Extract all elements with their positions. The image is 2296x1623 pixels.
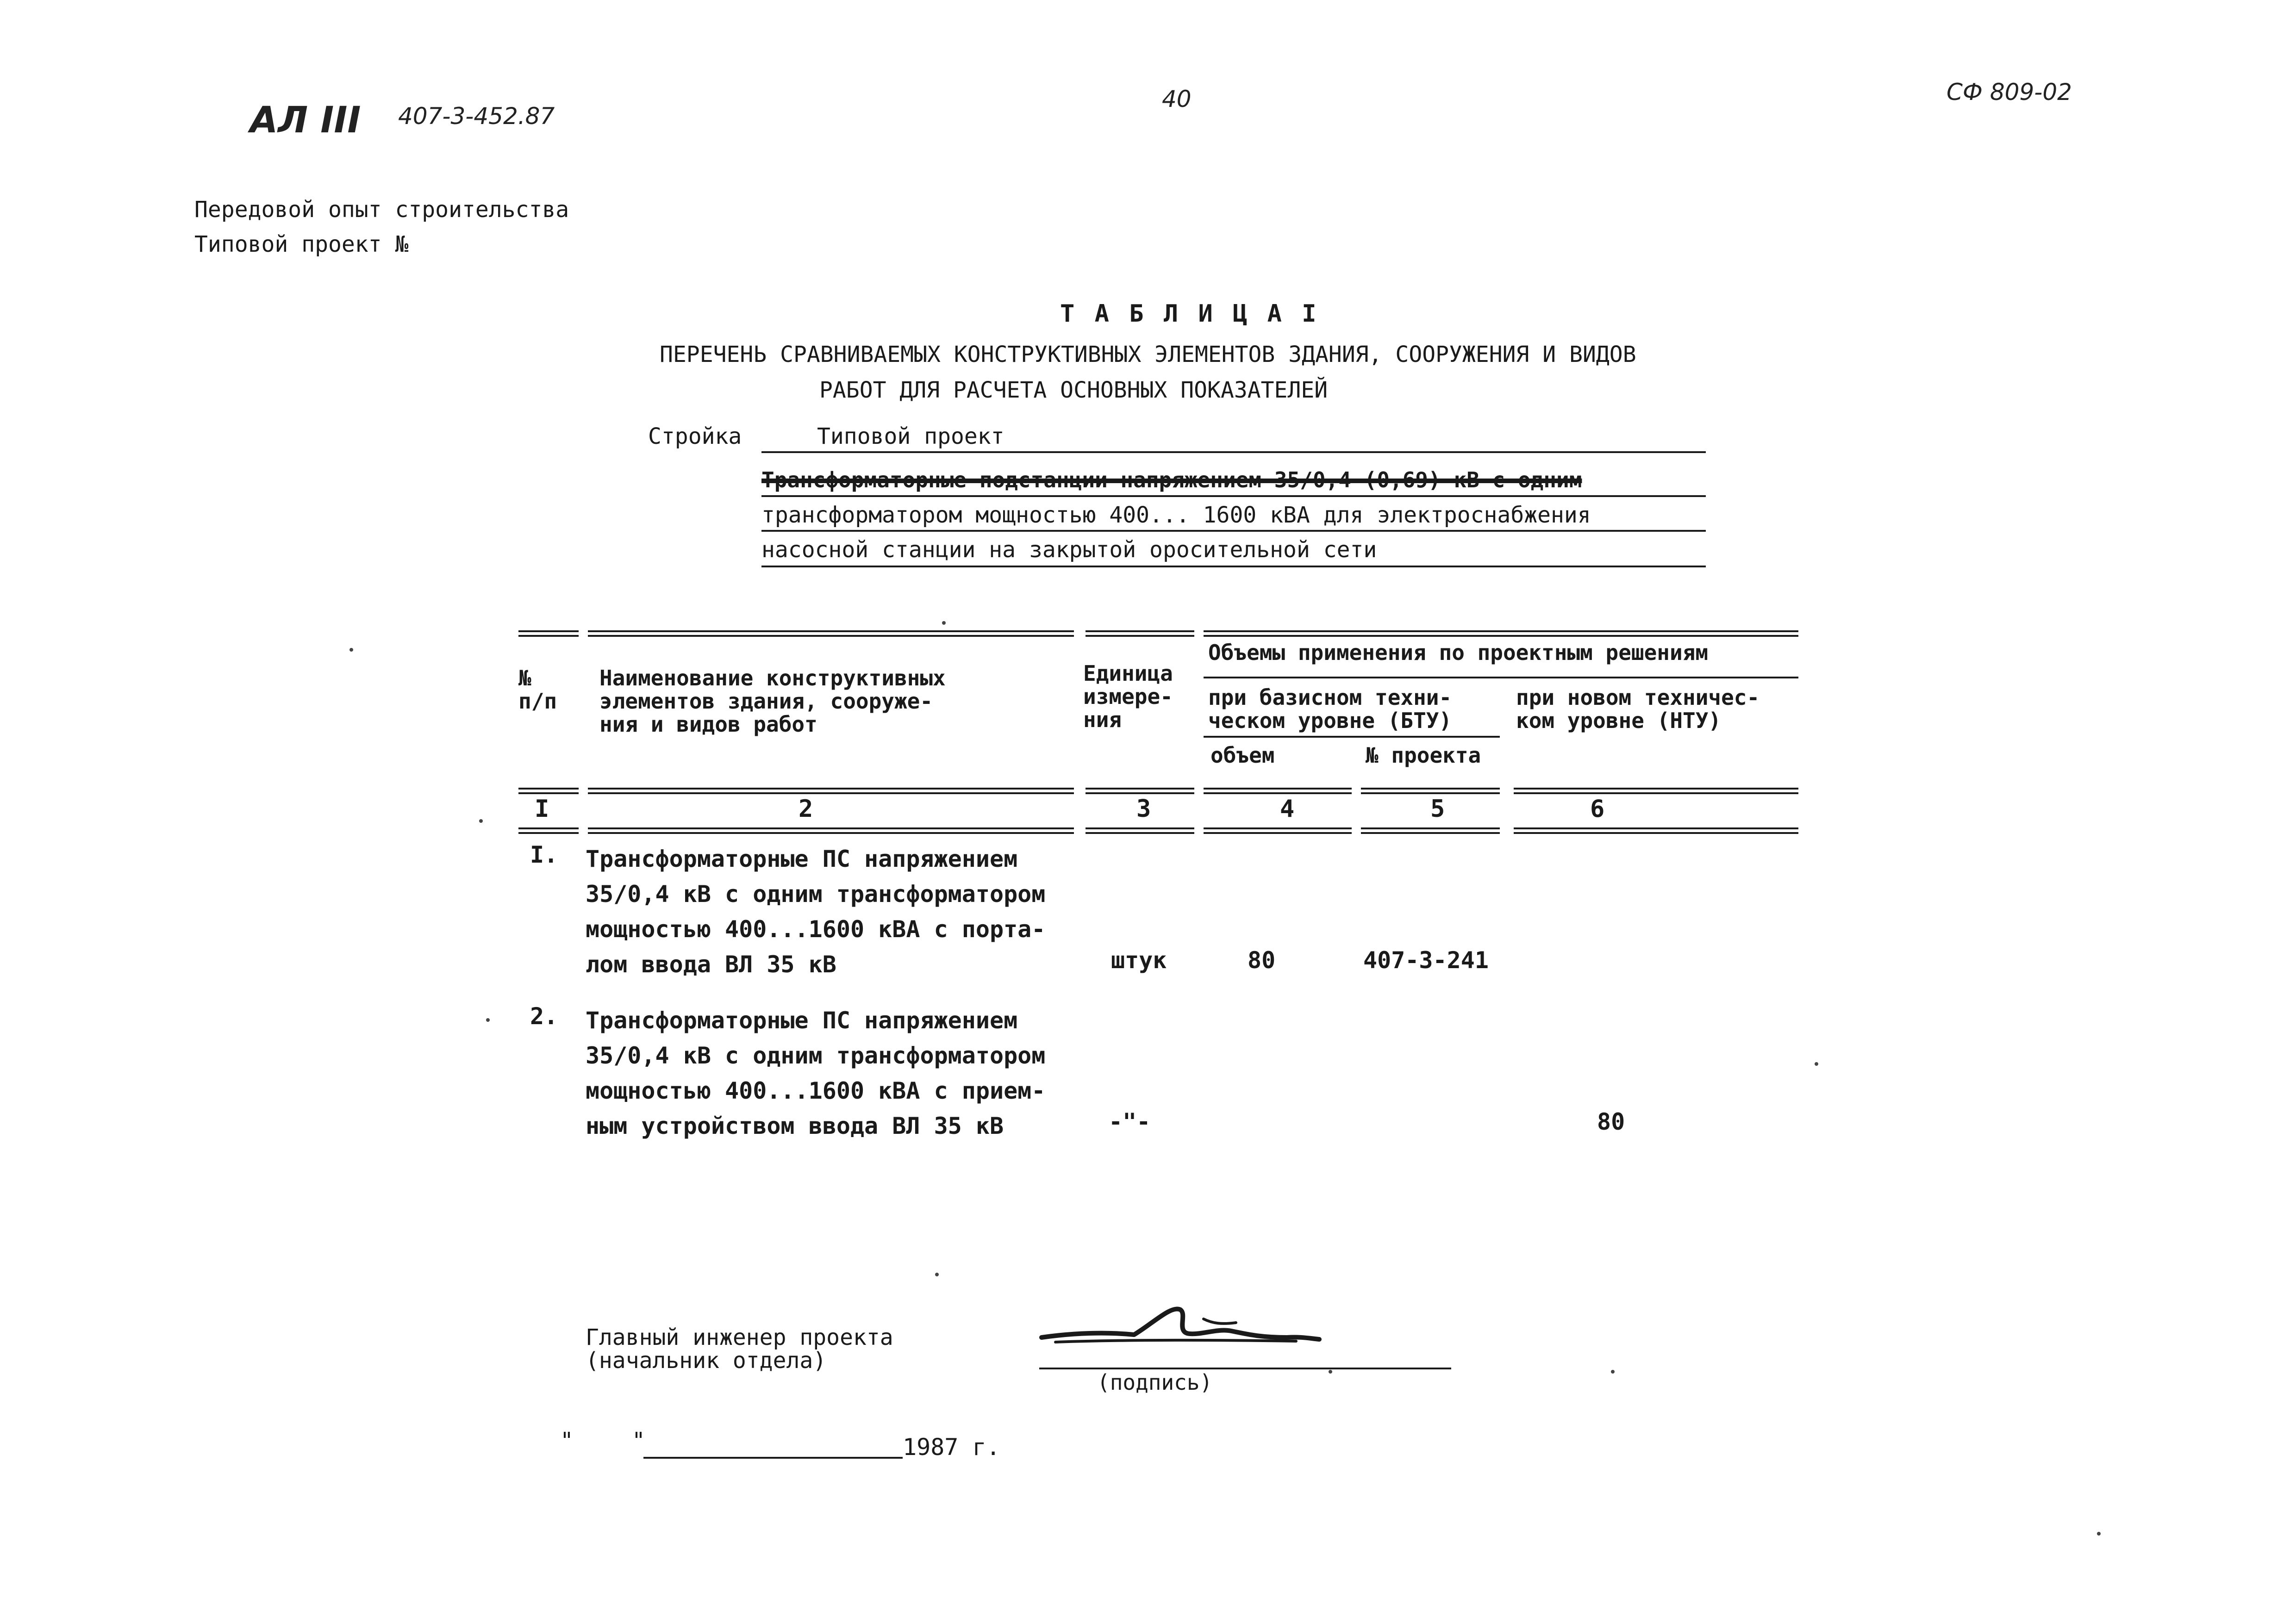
signature-caption: (подпись) (1097, 1370, 1213, 1395)
row-volume: 80 (1248, 947, 1276, 974)
colnum-rule-2 (588, 827, 1074, 834)
row-project-number: 407-3-241 (1363, 947, 1489, 974)
volumes-underline (1204, 677, 1798, 678)
row-number: I. (530, 841, 558, 868)
header-ntu: при новом техничес- ком уровне (НТУ) (1516, 685, 1760, 733)
header-bottom-rule-1 (518, 788, 579, 794)
signature-line (1039, 1368, 1451, 1369)
sheet-code: СФ 809-02 (1947, 79, 2072, 106)
scan-speck (349, 648, 353, 652)
header-bottom-rule-6 (1514, 788, 1798, 794)
document-title-line-1: ПЕРЕЧЕНЬ СРАВНИВАЕМЫХ КОНСТРУКТИВНЫХ ЭЛЕМЕНТОВ ЗДАНИЯ, СООРУЖЕНИЯ И ВИДОВ (660, 342, 1636, 367)
scan-speck (935, 1273, 939, 1276)
scan-speck (1329, 1370, 1332, 1374)
colnum-rule-5 (1361, 827, 1500, 834)
table-top-rule-1 (518, 630, 579, 637)
row-name: Трансформаторные ПС напряжением 35/0,4 кВ с одним трансформатором мощностью 400...1600 кВА с порта- лом ввода ВЛ 35 кВ (586, 846, 1046, 978)
header-bottom-rule-5 (1361, 788, 1500, 794)
row-unit: -"- (1109, 1108, 1151, 1135)
scan-speck (2097, 1532, 2101, 1536)
page-number: 40 (1162, 86, 1192, 112)
archive-stamp: АЛ III (250, 99, 361, 141)
header-unit: Единица измере- ния (1083, 661, 1173, 732)
col-number-1: I (535, 795, 549, 823)
col-number-5: 5 (1430, 795, 1445, 823)
construction-underline-3 (761, 530, 1706, 532)
header-bottom-rule-2 (588, 788, 1074, 794)
header-volume: объем (1210, 743, 1275, 768)
col-number-6: 6 (1590, 795, 1605, 823)
row-ntu-value: 80 (1597, 1108, 1625, 1135)
document-code: 407-3-452.87 (398, 103, 555, 130)
construction-underline-4 (761, 566, 1706, 567)
row-name: Трансформаторные ПС напряжением 35/0,4 кВ с одним трансформатором мощностью 400...1600 кВА с прием- ным устройством ввода ВЛ 35 кВ (586, 1007, 1046, 1139)
scan-speck (1815, 1062, 1818, 1066)
col-number-4: 4 (1280, 795, 1295, 823)
chief-engineer-label: Главный инженер проекта (начальник отдела) (586, 1325, 893, 1374)
construction-underline (761, 451, 1706, 453)
header-bottom-rule-3 (1086, 788, 1194, 794)
date-quote-open: " (560, 1428, 574, 1454)
row-unit: штук (1111, 947, 1167, 974)
document-title-line-2: РАБОТ ДЛЯ РАСЧЕТА ОСНОВНЫХ ПОКАЗАТЕЛЕЙ (819, 377, 1328, 403)
scan-speck (942, 621, 946, 625)
header-name: Наименование конструктивных элементов здания, сооруже- ния и видов работ (599, 665, 946, 737)
date-year: 1987 г. (903, 1434, 1000, 1461)
table-top-rule-4 (1204, 630, 1798, 637)
colnum-rule-4 (1204, 827, 1352, 834)
construction-line-2: трансформатором мощностью 400... 1600 кВА для электроснабжения (761, 502, 1591, 528)
colnum-rule-1 (518, 827, 579, 834)
header-line-2: Типовой проект № (194, 231, 409, 257)
construction-label: Стройка (648, 423, 742, 449)
scan-speck (1611, 1370, 1615, 1374)
scan-speck (479, 819, 483, 823)
table-label: Т А Б Л И Ц А I (1060, 300, 1319, 328)
construction-value: Типовой проект (817, 423, 1004, 449)
header-btu: при базисном техни- ческом уровне (БТУ) (1208, 685, 1452, 733)
construction-line-3: насосной станции на закрытой оросительной сети (761, 537, 1377, 563)
header-volumes: Объемы применения по проектным решениям (1208, 640, 1709, 665)
signature-image (1037, 1296, 1324, 1370)
header-project-no: № проекта (1366, 743, 1481, 768)
construction-struck-line: Трансформаторные подстанции напряжением 35/0,4 (0,69) кВ с одним (761, 467, 1582, 492)
colnum-rule-3 (1086, 827, 1194, 834)
construction-underline-2 (761, 495, 1706, 497)
table-top-rule-3 (1086, 630, 1194, 637)
btu-underline (1204, 736, 1500, 738)
col-number-3: 3 (1136, 795, 1151, 823)
header-line-1: Передовой опыт строительства (194, 197, 569, 223)
date-quote-close: " (632, 1428, 645, 1454)
table-top-rule-2 (588, 630, 1074, 637)
scan-speck (486, 1018, 490, 1022)
col-number-2: 2 (799, 795, 813, 823)
date-line (643, 1457, 903, 1459)
colnum-rule-6 (1514, 827, 1798, 834)
header-bottom-rule-4 (1204, 788, 1352, 794)
row-number: 2. (530, 1003, 558, 1030)
header-num: № п/п (518, 665, 557, 714)
